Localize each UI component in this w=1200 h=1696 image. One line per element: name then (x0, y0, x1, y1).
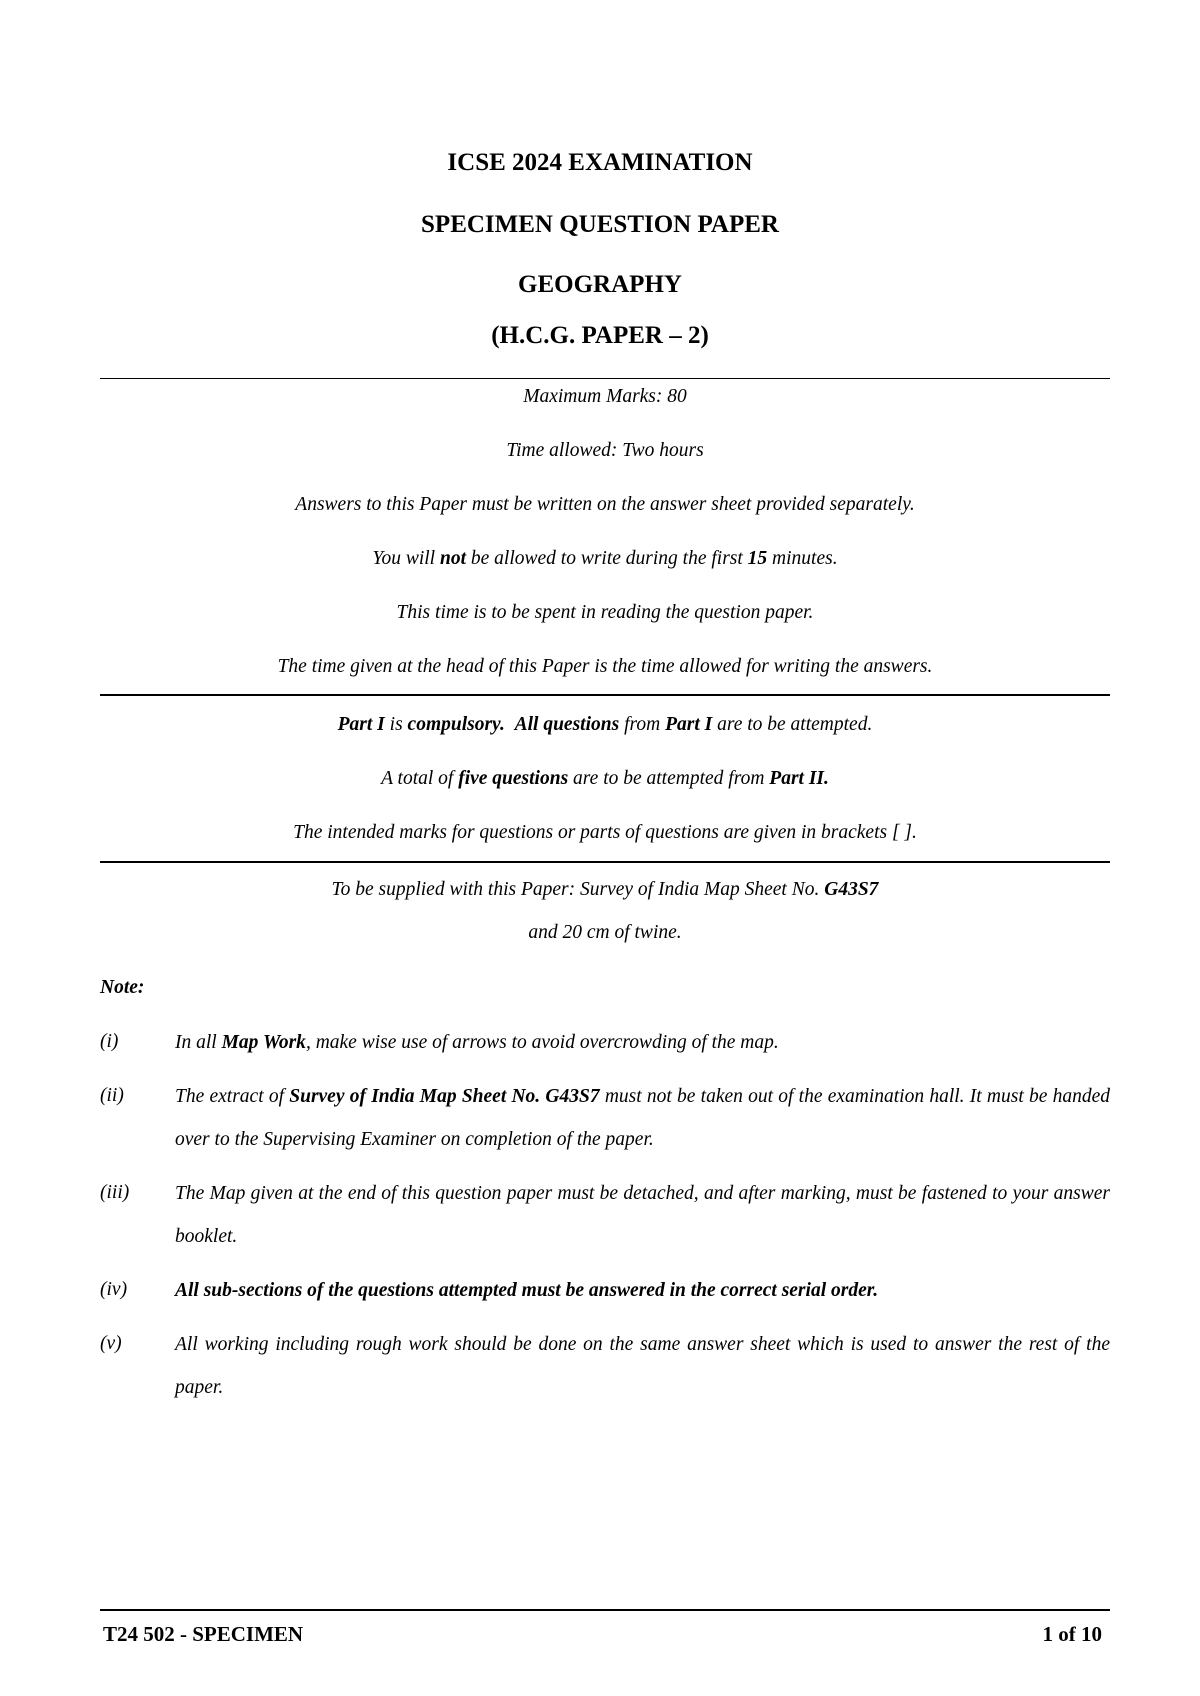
divider (100, 861, 1110, 863)
footer-divider (100, 1609, 1110, 1611)
note-heading: Note: (100, 977, 145, 998)
instruction-part-two: A total of five questions are to be attempted from Part II. (381, 768, 829, 789)
supplied-materials: To be supplied with this Paper: Survey of India Map Sheet No. G43S7 (331, 879, 879, 900)
note-item: The Map given at the end of this question paper must be detached, and after marking, must be fastened to your answer booklet. (175, 1183, 1110, 1247)
paper-code: (H.C.G. PAPER – 2) (491, 322, 709, 349)
instruction-marks: The intended marks for questions or parts of questions are given in brackets [ ]. (293, 822, 917, 843)
note-number: (ii) (100, 1085, 124, 1106)
time-allowed: Time allowed: Two hours (506, 440, 704, 461)
exam-title: ICSE 2024 EXAMINATION (447, 149, 753, 176)
note-number: (v) (100, 1333, 122, 1354)
note-item: All working including rough work should be done on the same answer sheet which is used to answer the rest of the paper. (175, 1334, 1110, 1398)
footer-page-number: 1 of 10 (1042, 1622, 1102, 1646)
supplied-twine: and 20 cm of twine. (528, 922, 682, 943)
note-item: In all Map Work, make wise use of arrows to avoid overcrowding of the map. (175, 1032, 779, 1053)
note-item: All sub-sections of the questions attempted must be answered in the correct serial order. (175, 1280, 879, 1301)
note-number: (i) (100, 1031, 119, 1052)
paper-type: SPECIMEN QUESTION PAPER (421, 211, 779, 238)
writing-restriction: You will not be allowed to write during the first 15 minutes. (372, 548, 838, 569)
answer-sheet-note: Answers to this Paper must be written on the answer sheet provided separately. (295, 494, 915, 515)
note-number: (iv) (100, 1279, 128, 1300)
note-item: The extract of Survey of India Map Sheet No. G43S7 must not be taken out of the examination hall. It must be handed over to the Supervising Examiner on completion of the paper. (175, 1086, 1111, 1150)
divider (100, 694, 1110, 696)
time-given-note: The time given at the head of this Paper is the time allowed for writing the answers. (277, 656, 933, 677)
instruction-part-one: Part I is compulsory. All questions from Part I are to be attempted. (337, 714, 873, 735)
footer-paper-code: T24 502 - SPECIMEN (103, 1622, 304, 1646)
note-number: (iii) (100, 1182, 130, 1203)
divider (100, 378, 1110, 379)
subject-title: GEOGRAPHY (518, 271, 682, 298)
max-marks: Maximum Marks: 80 (523, 386, 687, 407)
reading-time-note: This time is to be spent in reading the question paper. (396, 602, 814, 623)
